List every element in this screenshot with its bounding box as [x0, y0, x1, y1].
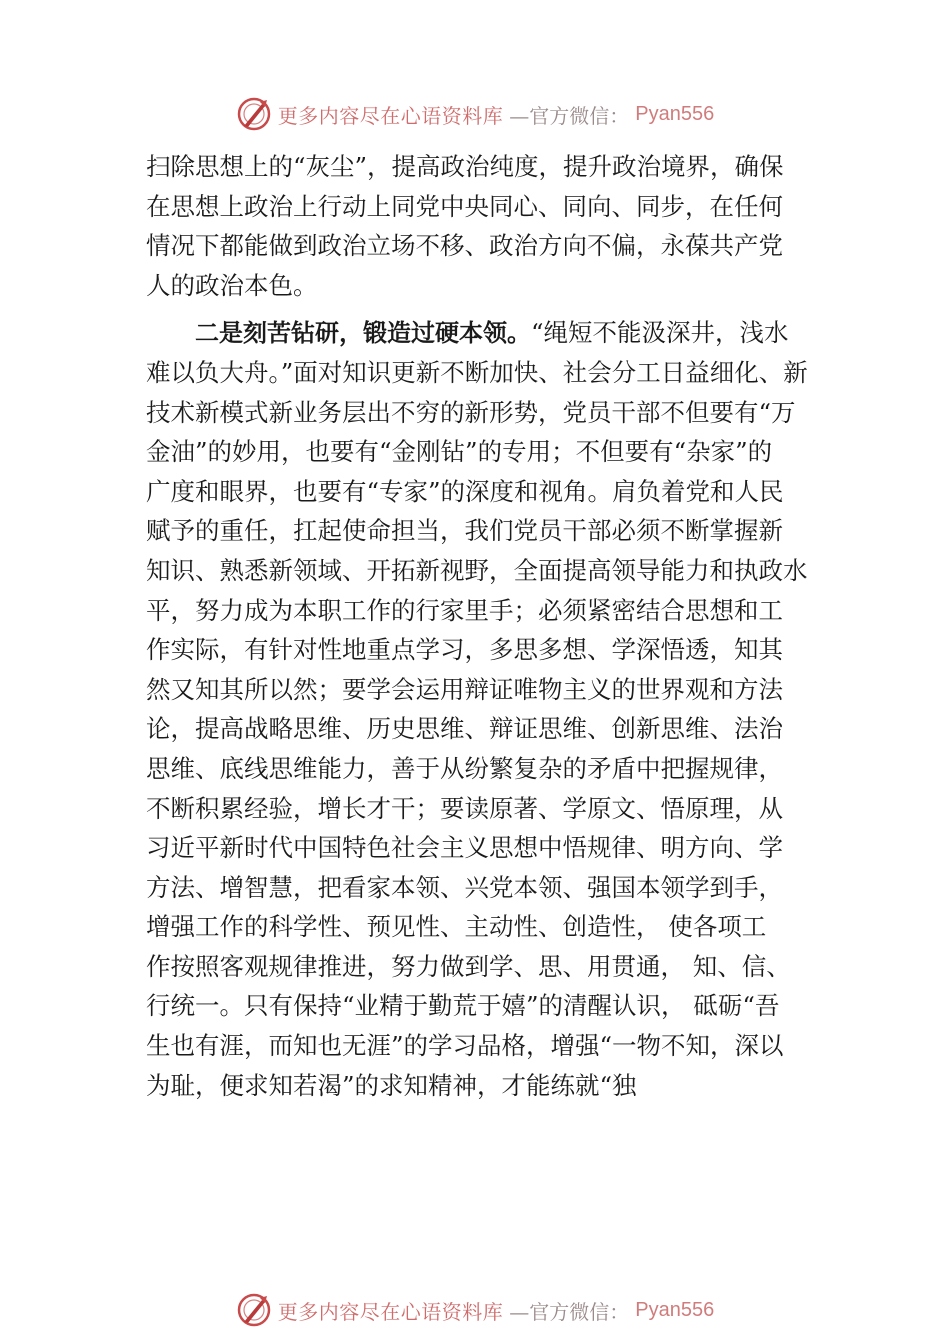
banner-separator: —官方微信： — [509, 103, 630, 128]
text-line: 论，提高战略思维、历史思维、辩证思维、创新思维、法治 — [146, 714, 783, 744]
text-line: 然又知其所以然；要学会运用辩证唯物主义的世界观和方法 — [146, 674, 783, 704]
text-line: 增强工作的科学性、预见性、主动性、创造性， 使各项工 — [146, 912, 767, 942]
paragraph-first-line-text: “绳短不能汲深井，浅水 — [531, 318, 789, 348]
text-line: 习近平新时代中国特色社会主义思想中悟规律、明方向、学 — [146, 833, 783, 863]
document-body — [146, 147, 822, 1105]
text-line: 人的政治本色。 — [146, 270, 318, 300]
paragraph-2 — [146, 313, 822, 1105]
text-line: 难以负大舟。”面对知识更新不断加快、社会分工日益细化、新 — [146, 357, 808, 387]
text-line: 作实际，有针对性地重点学习，多思多想、学深悟透，知其 — [146, 635, 783, 665]
banner-handle: Pyan556 — [635, 102, 715, 125]
text-line: 行统一。只有保持“业精于勤荒于嬉”的清醒认识， 砥砺“吾 — [146, 991, 780, 1021]
banner-separator: —官方微信： — [509, 1299, 630, 1324]
text-line: 方法、增智慧，把看家本领、兴党本领、强国本领学到手， — [146, 872, 783, 902]
text-line: 不断积累经验，增长才干；要读原著、学原文、悟原理，从 — [146, 793, 783, 823]
paragraph-heading: 二是刻苦钻研，锻造过硬本领。 — [195, 319, 531, 348]
text-line: 思维、底线思维能力，善于从纷繁复杂的矛盾中把握规律， — [146, 753, 783, 783]
text-line: 广度和眼界，也要有“专家”的深度和视角。肩负着党和人民 — [146, 476, 784, 506]
banner-text: 更多内容尽在心语资料库 — [277, 1299, 504, 1324]
paragraph-1 — [146, 147, 822, 305]
text-line: 金油”的妙用，也要有“金刚钻”的专用；不但要有“杂家”的 — [146, 437, 773, 467]
text-line: 平，努力成为本职工作的行家里手；必须紧密结合思想和工 — [146, 595, 783, 625]
text-line: 赋予的重任，扛起使命担当，我们党员干部必须不断掌握新 — [146, 516, 783, 546]
quill-seal-logo-icon — [236, 96, 272, 132]
banner-text: 更多内容尽在心语资料库 — [277, 103, 504, 128]
banner-handle: Pyan556 — [635, 1298, 715, 1321]
text-line: 知识、熟悉新领域、开拓新视野，全面提高领导能力和执政水 — [146, 555, 808, 585]
header-banner — [0, 92, 950, 136]
text-line: 为耻，便求知若渴”的求知精神，才能练就“独 — [146, 1070, 637, 1100]
text-line: 在思想上政治上行动上同党中央同心、同向、同步，在任何 — [146, 191, 783, 221]
paragraph-first-line — [146, 313, 822, 353]
text-line: 技术新模式新业务层出不穷的新形势，党员干部不但要有“万 — [146, 397, 796, 427]
quill-seal-logo-icon — [236, 1292, 272, 1328]
text-line: 生也有涯，而知也无涯”的学习品格，增强“一物不知，深以 — [146, 1031, 784, 1061]
text-line: 扫除思想上的“灰尘”，提高政治纯度，提升政治境界，确保 — [146, 152, 784, 181]
text-line: 情况下都能做到政治立场不移、政治方向不偏，永葆共产党 — [146, 231, 783, 261]
text-line: 作按照客观规律推进，努力做到学、思、用贯通， 知、信、 — [146, 951, 791, 981]
footer-banner — [0, 1288, 950, 1332]
